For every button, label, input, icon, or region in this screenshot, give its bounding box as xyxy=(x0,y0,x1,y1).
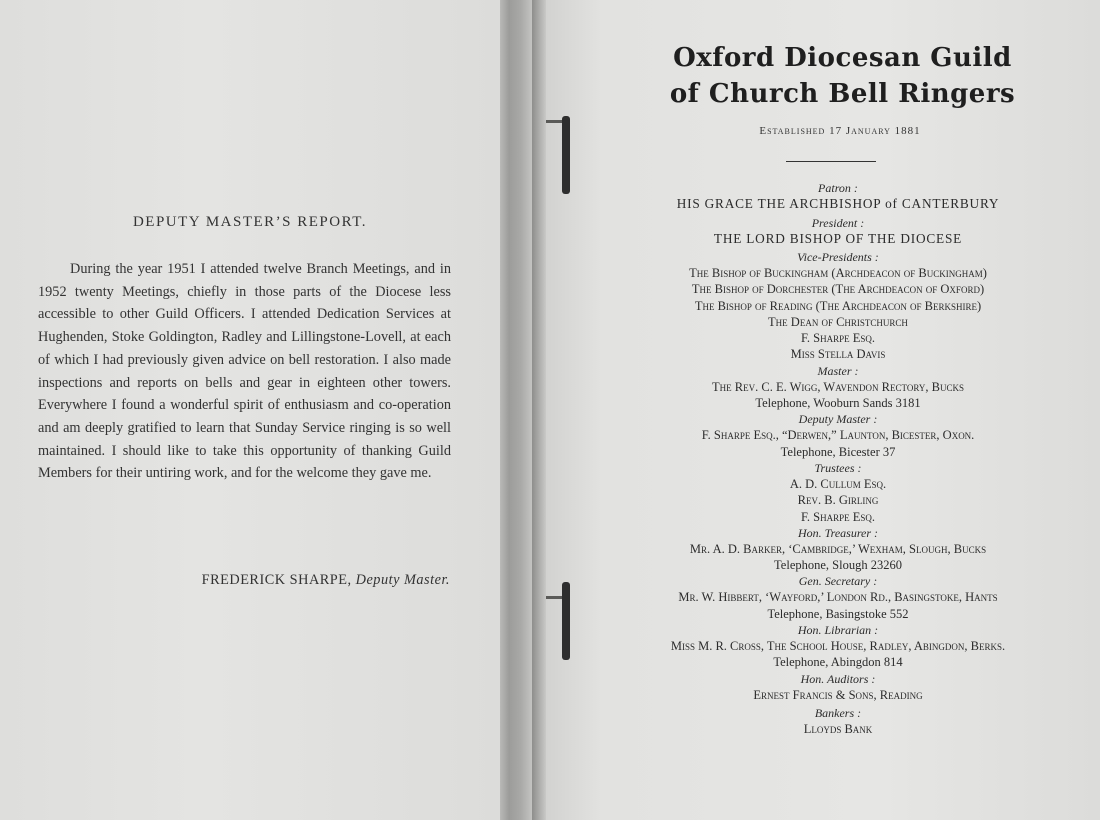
trustee-item: F. Sharpe Esq. xyxy=(800,509,876,524)
secretary-name: Mr. W. Hibbert, ‘Wayford,’ London Rd., Basingstoke, Hants xyxy=(678,590,998,605)
deputy-master-name: F. Sharpe Esq., “Derwen,” Launton, Bicester, Oxon. xyxy=(701,428,975,443)
master-telephone: Telephone, Wooburn Sands 3181 xyxy=(755,396,921,411)
secretary-telephone: Telephone, Basingstoke 552 xyxy=(767,606,909,621)
signature-name: FREDERICK SHARPE, xyxy=(201,572,352,588)
signature-title: Deputy Master. xyxy=(355,572,450,588)
title-line-2: of Church Bell Ringers xyxy=(669,79,1016,109)
trustee-item: A. D. Cullum Esq. xyxy=(789,476,887,491)
treasurer-telephone: Telephone, Slough 23260 xyxy=(774,558,902,573)
guild-title xyxy=(640,40,1045,112)
vice-president-item: Miss Stella Davis xyxy=(790,347,886,362)
president-label: President : xyxy=(811,215,865,230)
vice-president-item: The Bishop of Buckingham (Archdeacon of Buckingham) xyxy=(689,266,987,280)
trustee-item: Rev. B. Girling xyxy=(797,493,879,508)
staple-top xyxy=(562,116,570,194)
bankers-label: Bankers : xyxy=(814,705,862,720)
secretary-label: Gen. Secretary : xyxy=(798,574,878,589)
officers-list xyxy=(628,180,1048,737)
treasurer-label: Hon. Treasurer : xyxy=(797,525,879,540)
vice-president-item: F. Sharpe Esq. xyxy=(800,331,876,346)
report-signature xyxy=(150,572,450,589)
left-page xyxy=(0,0,506,820)
title-line-1: Oxford Diocesan Guild xyxy=(673,43,1012,73)
patron-label: Patron : xyxy=(818,181,858,195)
patron-name: HIS GRACE THE ARCHBISHOP of CANTERBURY xyxy=(676,196,1000,211)
master-name: The Rev. C. E. Wigg, Wavendon Rectory, Bucks xyxy=(712,379,964,394)
report-heading: DEPUTY MASTER’S REPORT. xyxy=(132,214,368,230)
president-name: THE LORD BISHOP OF THE DIOCESE xyxy=(713,230,963,246)
librarian-label: Hon. Librarian : xyxy=(797,623,879,638)
vice-president-item: The Dean of Christchurch xyxy=(768,314,908,329)
librarian-name: Miss M. R. Cross, The School House, Radley, Abingdon, Berks. xyxy=(670,639,1006,654)
staple-bottom xyxy=(562,582,570,660)
established-date: Established 17 January 1881 xyxy=(759,125,921,137)
treasurer-name: Mr. A. D. Barker, ‘Cambridge,’ Wexham, Slough, Bucks xyxy=(689,541,987,556)
spine-edge xyxy=(532,0,546,820)
vice-president-item: The Bishop of Reading (The Archdeacon of Berkshire) xyxy=(694,298,982,313)
trustees-label: Trustees : xyxy=(814,460,862,475)
auditors-label: Hon. Auditors : xyxy=(800,671,876,686)
auditors-name: Ernest Francis & Sons, Reading xyxy=(753,687,923,702)
deputy-master-telephone: Telephone, Bicester 37 xyxy=(780,444,896,459)
vice-presidents-label: Vice-Presidents : xyxy=(797,250,879,264)
report-body xyxy=(38,258,451,485)
librarian-telephone: Telephone, Abingdon 814 xyxy=(773,655,903,670)
vice-president-item: The Bishop of Dorchester (The Archdeacon of Oxford) xyxy=(691,282,985,297)
deputy-master-label: Deputy Master : xyxy=(798,412,878,427)
divider-rule xyxy=(786,161,876,162)
bankers-name: Lloyds Bank xyxy=(803,721,873,736)
report-paragraph: During the year 1951 I attended twelve Branch Meetings, and in 1952 twenty Meetings, chiefly in those parts of the Diocese less accessible to other Guild Officers. I attended Dedication Services at Hughenden, Stoke Goldington, Radley and Lillingstone-Lovell, at each of which I had previously given advice on bell restoration. I also made inspections and reports on bells and gear in eighteen other towers. Everywhere I found a wonderful spirit of enthusiasm and co-operation and am deeply gratified to learn that Sunday Service ringing is so well maintained. I should like to take this opportunity of thanking Guild Members for their untiring work, and for the welcome they gave me. xyxy=(38,261,451,482)
master-label: Master : xyxy=(817,363,859,378)
